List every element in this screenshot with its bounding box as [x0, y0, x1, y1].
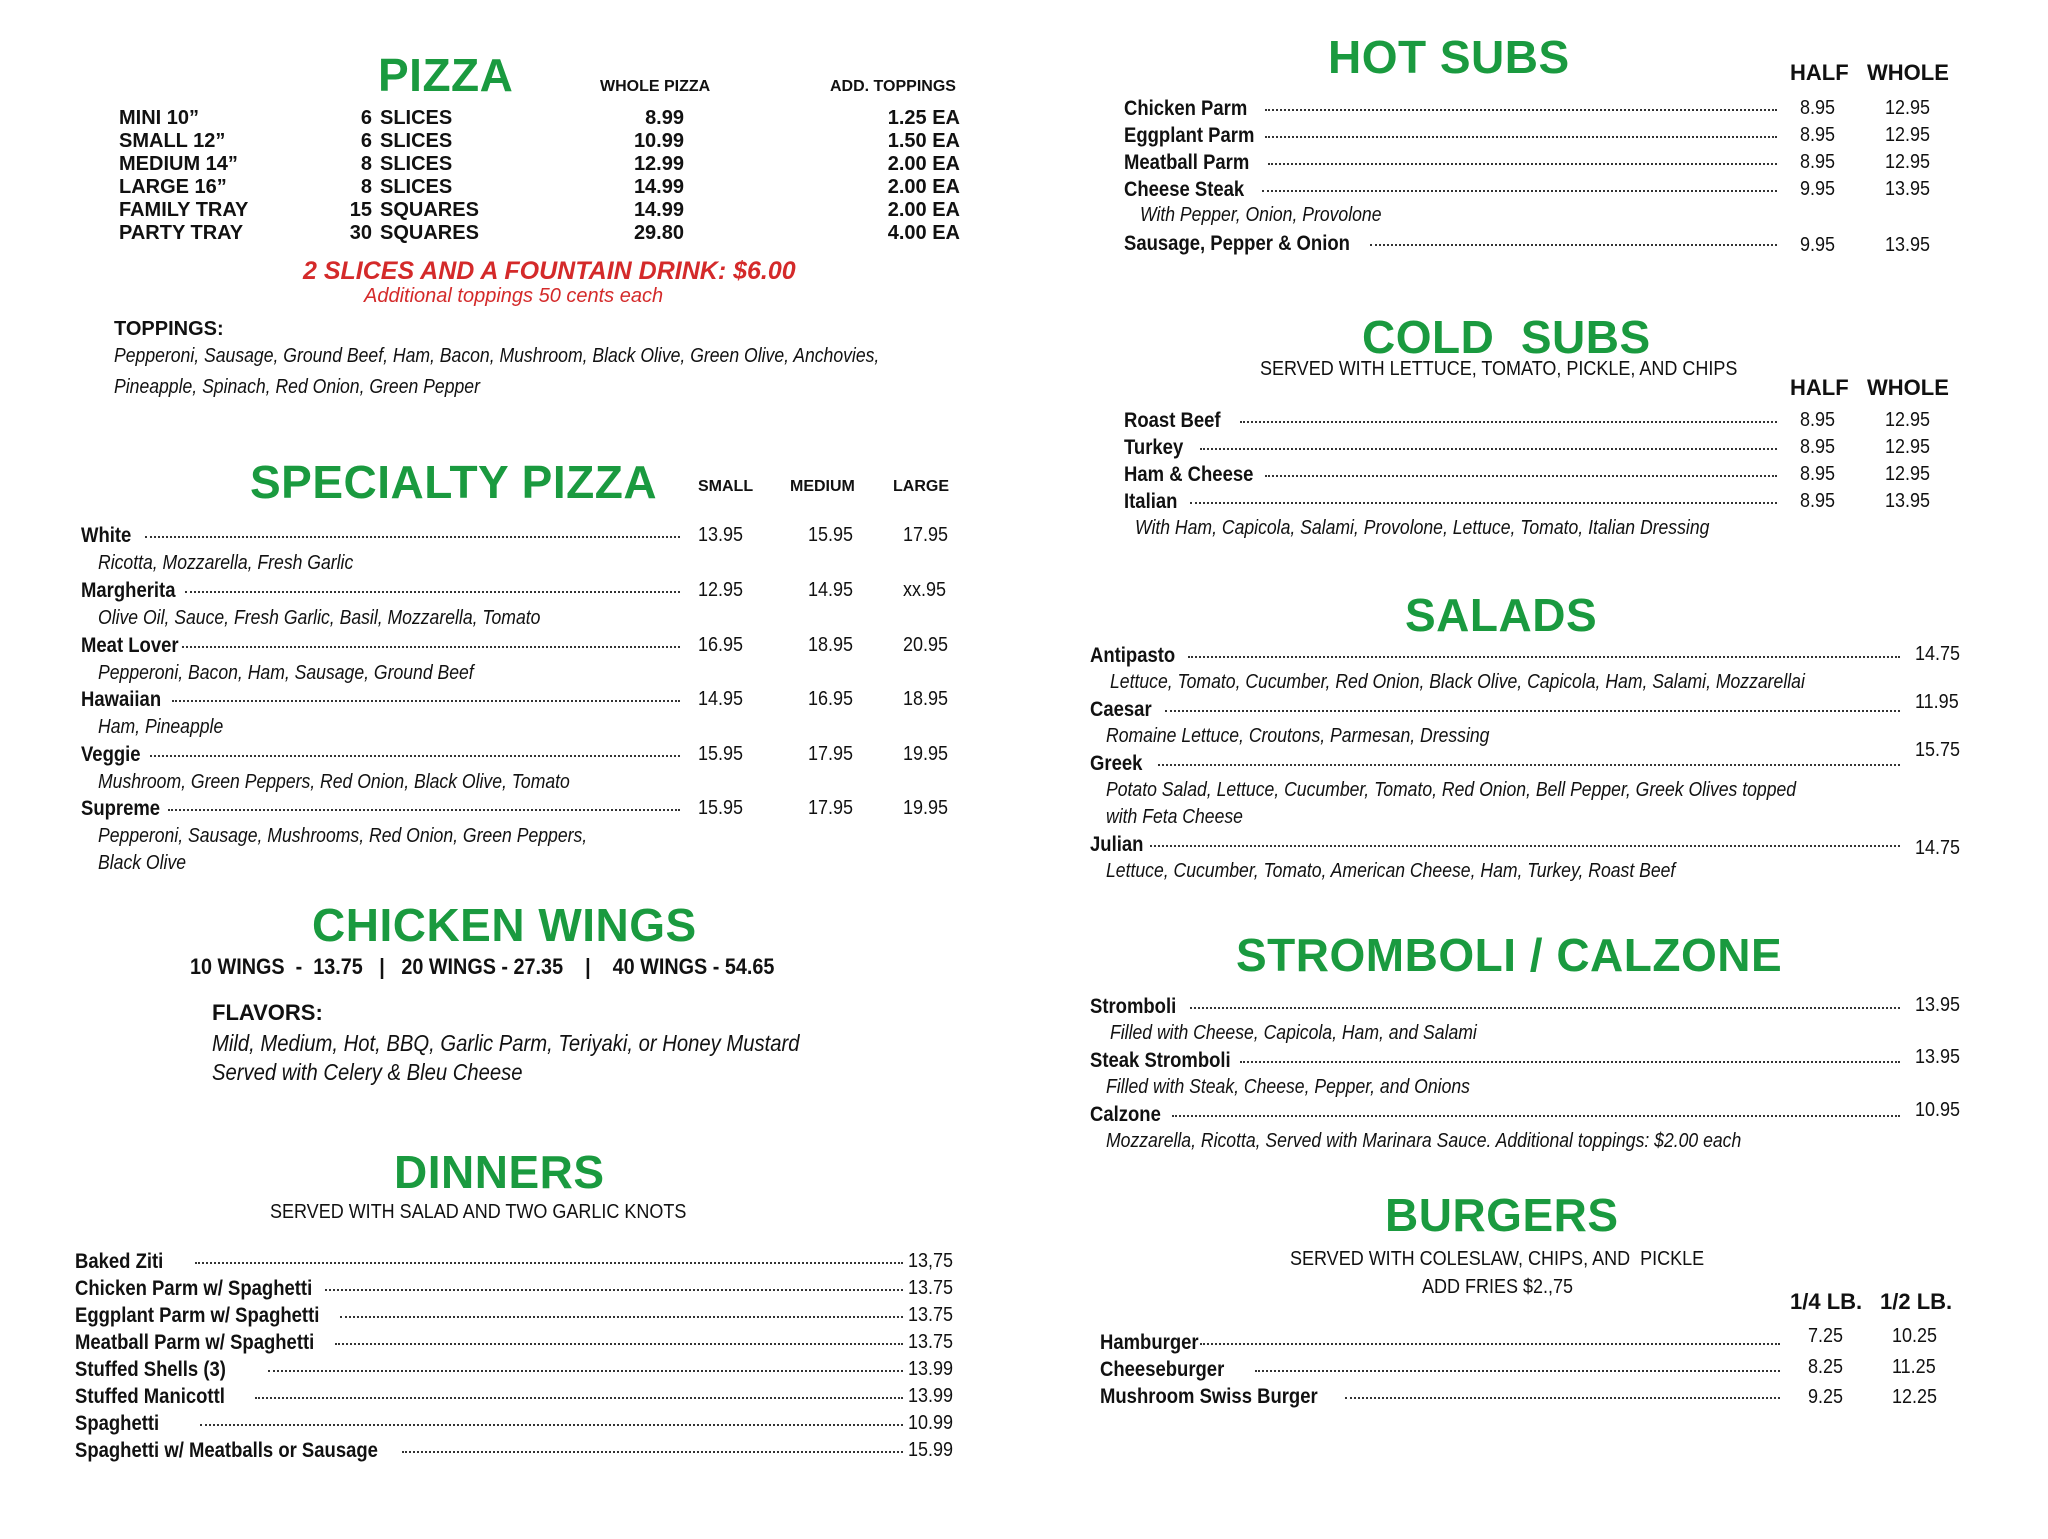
leader-dots [1265, 475, 1777, 477]
pizza-whole-price: 12.99 [633, 153, 684, 175]
salad-price: 11.95 [1915, 691, 1959, 713]
stromboli-item-name: Calzone [1090, 1103, 1161, 1126]
specialty-item-name: Hawaiian [81, 688, 162, 711]
dinners-title: DINNERS [394, 1146, 605, 1198]
hot-subs-col-whole: WHOLE [1867, 60, 1949, 85]
leader-dots [402, 1451, 903, 1453]
hot-sub-half-price: 9.95 [1800, 178, 1836, 200]
wings-flavors-list: Mild, Medium, Hot, BBQ, Garlic Parm, Teriyaki, or Honey Mustard [212, 1030, 800, 1056]
dinner-item-name: Chicken Parm w/ Spaghetti [75, 1277, 313, 1300]
toppings-list-line1: Pepperoni, Sausage, Ground Beef, Ham, Bacon, Mushroom, Black Olive, Green Olive, Anchovies, [114, 345, 880, 367]
pizza-count: 15 [349, 199, 372, 221]
cold-sub-half-price: 8.95 [1800, 409, 1836, 431]
pizza-unit: SLICES [380, 107, 453, 129]
cold-subs-col-whole: WHOLE [1867, 375, 1949, 400]
pizza-unit: SQUARES [380, 199, 479, 221]
hot-sub-name: Chicken Parm [1124, 97, 1248, 120]
burger-name: Cheeseburger [1100, 1358, 1225, 1381]
leader-dots [200, 1424, 903, 1426]
leader-dots [185, 591, 680, 593]
leader-dots [1150, 845, 1900, 847]
cold-subs-col-half: HALF [1790, 375, 1849, 400]
cold-sub-whole-price: 12.95 [1885, 463, 1931, 485]
hot-subs-title: HOT SUBS [1328, 31, 1570, 83]
salad-price: 15.75 [1915, 739, 1961, 761]
stromboli-item-price: 13.95 [1915, 994, 1961, 1016]
stromboli-item-name: Stromboli [1090, 995, 1177, 1018]
dinner-item-price: 13.99 [908, 1385, 954, 1407]
stromboli-item-desc: Mozzarella, Ricotta, Served with Marinara Sauce. Additional toppings: $2.00 each [1106, 1130, 1742, 1152]
cold-sub-name: Italian [1124, 490, 1178, 513]
dinner-item-name: Stuffed Manicottl [75, 1385, 225, 1408]
salad-desc: Lettuce, Tomato, Cucumber, Red Onion, Black Olive, Capicola, Ham, Salami, Mozzarellai [1110, 671, 1805, 693]
cold-sub-whole-price: 12.95 [1885, 409, 1931, 431]
leader-dots [1240, 1061, 1900, 1063]
leader-dots [168, 809, 680, 811]
burgers-title: BURGERS [1385, 1189, 1619, 1241]
pizza-unit: SQUARES [380, 222, 479, 244]
salad-desc-cont: with Feta Cheese [1106, 806, 1243, 828]
dinner-item-price: 15.99 [908, 1439, 954, 1461]
cold-sub-name: Roast Beef [1124, 409, 1221, 432]
cold-sub-half-price: 8.95 [1800, 490, 1836, 512]
burger-half-price: 12.25 [1892, 1386, 1938, 1408]
pizza-add-price: 2.00 EA [887, 153, 960, 175]
dinner-item-name: Baked Ziti [75, 1250, 164, 1273]
leader-dots [1200, 1343, 1780, 1345]
specialty-large-price: 17.95 [903, 524, 949, 546]
burger-name: Mushroom Swiss Burger [1100, 1385, 1318, 1408]
dinner-item-name: Eggplant Parm w/ Spaghetti [75, 1304, 320, 1327]
leader-dots [1190, 502, 1777, 504]
pizza-size: FAMILY TRAY [119, 199, 249, 221]
hot-sub-half-price: 8.95 [1800, 97, 1836, 119]
specialty-item-name: Meat Lover [81, 634, 179, 657]
cold-sub-half-price: 8.95 [1800, 436, 1836, 458]
pizza-add-price: 4.00 EA [887, 222, 960, 244]
cold-sub-name: Ham & Cheese [1124, 463, 1254, 486]
cold-sub-name: Turkey [1124, 436, 1184, 459]
cold-sub-desc: With Ham, Capicola, Salami, Provolone, Lettuce, Tomato, Italian Dressing [1135, 517, 1710, 539]
pizza-count: 6 [360, 130, 372, 152]
leader-dots [1172, 1115, 1900, 1117]
toppings-list-line2: Pineapple, Spinach, Red Onion, Green Pepper [114, 376, 480, 398]
specialty-medium-price: 14.95 [808, 579, 854, 601]
dinner-item-price: 13.99 [908, 1358, 954, 1380]
dinner-item-price: 13.75 [908, 1331, 954, 1353]
pizza-whole-price: 8.99 [645, 107, 684, 129]
leader-dots [1345, 1397, 1780, 1399]
specialty-title: SPECIALTY PIZZA [250, 456, 658, 508]
specialty-large-price: 19.95 [903, 743, 949, 765]
specialty-small-price: 14.95 [698, 688, 744, 710]
pizza-size: LARGE 16” [119, 176, 227, 198]
pizza-col-whole: WHOLE PIZZA [600, 78, 711, 95]
stromboli-title: STROMBOLI / CALZONE [1236, 929, 1783, 981]
specialty-item-name: Veggie [81, 743, 141, 766]
specialty-small-price: 13.95 [698, 524, 744, 546]
leader-dots [1158, 764, 1900, 766]
leader-dots [172, 700, 680, 702]
wings-title: CHICKEN WINGS [312, 899, 697, 951]
burgers-col-half: 1/2 LB. [1880, 1289, 1953, 1314]
salads-title: SALADS [1405, 589, 1598, 641]
pizza-count: 6 [360, 107, 372, 129]
specialty-item-name: Supreme [81, 797, 161, 820]
burgers-col-quarter: 1/4 LB. [1790, 1289, 1863, 1314]
salad-desc: Lettuce, Cucumber, Tomato, American Cheese, Ham, Turkey, Roast Beef [1106, 860, 1676, 882]
salad-price: 14.75 [1915, 837, 1961, 859]
hot-sub-whole-price: 12.95 [1885, 151, 1931, 173]
cold-sub-half-price: 8.95 [1800, 463, 1836, 485]
pizza-col-add: ADD. TOPPINGS [830, 78, 956, 95]
burger-half-price: 11.25 [1892, 1356, 1936, 1378]
hot-sub-desc: With Pepper, Onion, Provolone [1140, 204, 1382, 226]
dinner-item-price: 13.75 [908, 1277, 954, 1299]
specialty-small-price: 16.95 [698, 634, 744, 656]
hot-sub-name: Meatball Parm [1124, 151, 1250, 174]
leader-dots [145, 536, 680, 538]
dinner-item-name: Stuffed Shells (3) [75, 1358, 226, 1381]
burger-quarter-price: 9.25 [1808, 1386, 1844, 1408]
pizza-add-price: 2.00 EA [887, 176, 960, 198]
pizza-size: PARTY TRAY [119, 222, 244, 244]
wings-served-with: Served with Celery & Bleu Cheese [212, 1059, 523, 1085]
dinner-item-price: 13,75 [908, 1250, 954, 1272]
specialty-item-desc: Pepperoni, Bacon, Ham, Sausage, Ground Beef [98, 662, 474, 684]
specialty-item-desc: Mushroom, Green Peppers, Red Onion, Black Olive, Tomato [98, 771, 570, 793]
pizza-promo: 2 SLICES AND A FOUNTAIN DRINK: $6.00 [303, 257, 796, 285]
salad-name: Caesar [1090, 698, 1152, 721]
pizza-unit: SLICES [380, 153, 453, 175]
leader-dots [182, 646, 680, 648]
cold-subs-subtitle: SERVED WITH LETTUCE, TOMATO, PICKLE, AND CHIPS [1260, 358, 1738, 380]
specialty-item-desc: Ham, Pineapple [98, 716, 224, 738]
specialty-medium-price: 18.95 [808, 634, 854, 656]
leader-dots [268, 1370, 903, 1372]
specialty-medium-price: 17.95 [808, 743, 854, 765]
specialty-item-desc: Olive Oil, Sauce, Fresh Garlic, Basil, Mozzarella, Tomato [98, 607, 541, 629]
specialty-small-price: 15.95 [698, 797, 744, 819]
dinner-item-name: Spaghetti w/ Meatballs or Sausage [75, 1439, 378, 1462]
specialty-small-price: 15.95 [698, 743, 744, 765]
hot-sub-whole-price: 12.95 [1885, 97, 1931, 119]
burger-quarter-price: 8.25 [1808, 1356, 1844, 1378]
burger-name: Hamburger [1100, 1331, 1199, 1354]
pizza-add-price: 1.25 EA [887, 107, 960, 129]
leader-dots [1190, 1007, 1900, 1009]
pizza-add-price: 1.50 EA [887, 130, 960, 152]
specialty-item-desc: Ricotta, Mozzarella, Fresh Garlic [98, 552, 354, 574]
burgers-add-fries: ADD FRIES $2.,75 [1422, 1276, 1574, 1298]
specialty-small-price: 12.95 [698, 579, 744, 601]
pizza-whole-price: 14.99 [633, 176, 684, 198]
cold-sub-whole-price: 12.95 [1885, 436, 1931, 458]
cold-subs-title: COLD SUBS [1362, 311, 1651, 363]
specialty-large-price: 19.95 [903, 797, 949, 819]
leader-dots [325, 1289, 903, 1291]
pizza-unit: SLICES [380, 130, 453, 152]
pizza-add-price: 2.00 EA [887, 199, 960, 221]
pizza-whole-price: 10.99 [633, 130, 684, 152]
wings-flavors-label: FLAVORS: [212, 1000, 323, 1025]
salad-desc: Potato Salad, Lettuce, Cucumber, Tomato, Red Onion, Bell Pepper, Greek Olives topped [1106, 779, 1797, 801]
stromboli-item-desc: Filled with Cheese, Capicola, Ham, and Salami [1110, 1022, 1477, 1044]
pizza-whole-price: 14.99 [633, 199, 684, 221]
leader-dots [1265, 109, 1777, 111]
hot-sub-name: Cheese Steak [1124, 178, 1245, 201]
specialty-item-desc-cont: Black Olive [98, 852, 187, 874]
burgers-subtitle: SERVED WITH COLESLAW, CHIPS, AND PICKLE [1290, 1248, 1705, 1270]
hot-sub-whole-price: 13.95 [1885, 234, 1931, 256]
stromboli-item-price: 13.95 [1915, 1046, 1961, 1068]
pizza-size: MEDIUM 14” [119, 153, 238, 175]
specialty-col-large: LARGE [893, 478, 949, 495]
specialty-item-name: White [81, 524, 132, 547]
specialty-medium-price: 16.95 [808, 688, 854, 710]
leader-dots [150, 755, 680, 757]
hot-sub-half-price: 8.95 [1800, 124, 1836, 146]
leader-dots [1240, 421, 1777, 423]
hot-sub-whole-price: 13.95 [1885, 178, 1931, 200]
pizza-count: 30 [349, 222, 372, 244]
specialty-large-price: 20.95 [903, 634, 949, 656]
specialty-medium-price: 15.95 [808, 524, 854, 546]
pizza-unit: SLICES [380, 176, 453, 198]
burger-quarter-price: 7.25 [1808, 1325, 1844, 1347]
hot-subs-col-half: HALF [1790, 60, 1849, 85]
specialty-item-name: Margherita [81, 579, 176, 602]
leader-dots [1165, 710, 1900, 712]
pizza-title: PIZZA [378, 49, 514, 101]
stromboli-item-name: Steak Stromboli [1090, 1049, 1231, 1072]
pizza-count: 8 [360, 153, 372, 175]
salad-desc: Romaine Lettuce, Croutons, Parmesan, Dressing [1106, 725, 1490, 747]
leader-dots [1265, 136, 1777, 138]
specialty-col-medium: MEDIUM [790, 478, 855, 495]
dinner-item-price: 10.99 [908, 1412, 954, 1434]
salad-name: Julian [1090, 833, 1144, 856]
leader-dots [1200, 448, 1777, 450]
toppings-label: TOPPINGS: [114, 318, 224, 340]
salad-price: 14.75 [1915, 643, 1961, 665]
leader-dots [1268, 163, 1777, 165]
pizza-promo-note: Additional toppings 50 cents each [364, 285, 664, 307]
salad-name: Antipasto [1090, 644, 1176, 667]
dinner-item-price: 13.75 [908, 1304, 954, 1326]
hot-sub-name: Eggplant Parm [1124, 124, 1255, 147]
leader-dots [1370, 244, 1777, 246]
pizza-whole-price: 29.80 [633, 222, 684, 244]
hot-sub-half-price: 8.95 [1800, 151, 1836, 173]
hot-sub-whole-price: 12.95 [1885, 124, 1931, 146]
leader-dots [195, 1262, 903, 1264]
stromboli-item-desc: Filled with Steak, Cheese, Pepper, and Onions [1106, 1076, 1470, 1098]
hot-sub-name: Sausage, Pepper & Onion [1124, 232, 1350, 255]
specialty-large-price: xx.95 [903, 579, 947, 601]
cold-sub-whole-price: 13.95 [1885, 490, 1931, 512]
dinners-subtitle: SERVED WITH SALAD AND TWO GARLIC KNOTS [270, 1201, 687, 1223]
leader-dots [1255, 1370, 1780, 1372]
stromboli-item-price: 10.95 [1915, 1099, 1961, 1121]
dinner-item-name: Meatball Parm w/ Spaghetti [75, 1331, 315, 1354]
pizza-size: SMALL 12” [119, 130, 226, 152]
salad-name: Greek [1090, 752, 1143, 775]
leader-dots [1188, 656, 1900, 658]
pizza-count: 8 [360, 176, 372, 198]
dinner-item-name: Spaghetti [75, 1412, 160, 1435]
specialty-medium-price: 17.95 [808, 797, 854, 819]
leader-dots [255, 1397, 903, 1399]
burger-half-price: 10.25 [1892, 1325, 1938, 1347]
specialty-large-price: 18.95 [903, 688, 949, 710]
specialty-item-desc: Pepperoni, Sausage, Mushrooms, Red Onion, Green Peppers, [98, 825, 588, 847]
specialty-col-small: SMALL [698, 478, 754, 495]
leader-dots [335, 1343, 903, 1345]
leader-dots [340, 1316, 903, 1318]
leader-dots [1262, 190, 1777, 192]
pizza-size: MINI 10” [119, 107, 200, 129]
wings-prices: 10 WINGS - 13.75 | 20 WINGS - 27.35 | 40 WINGS - 54.65 [190, 954, 775, 979]
hot-sub-half-price: 9.95 [1800, 234, 1836, 256]
